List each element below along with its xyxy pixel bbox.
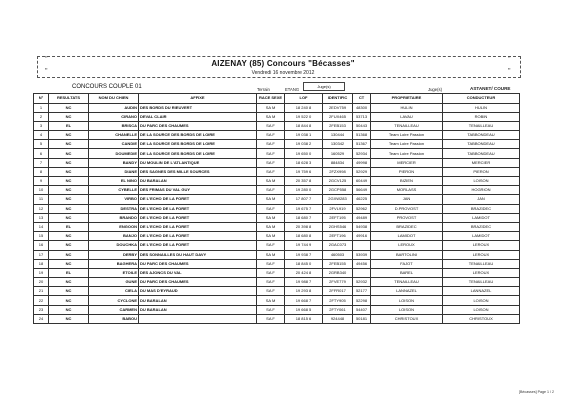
result-cell: NC [49,259,89,268]
ct-cell: 60449 [353,177,371,186]
lof-cell: 19 038 1 [285,131,323,140]
lof-cell: 18 240 8 [285,103,323,112]
owner-cell: BAREL [371,268,443,277]
lof-cell: 20 357 8 [285,177,323,186]
result-cell: EL [49,268,89,277]
result-cell: NC [49,278,89,287]
table-row [34,296,520,305]
handler-cell: TENAILLEAU [443,278,520,287]
ct-cell: 53713 [353,112,371,121]
owner-cell: D.PROVOST [371,204,443,213]
affixe-cell: DE LA SOURCE DES BORDS DE LOIRE [139,131,257,140]
column-header: RACE SEXE [257,94,285,104]
dog-name-cell: BANJO [89,232,139,241]
race-sex-cell: SA F [257,204,285,213]
dog-name-cell: CYBELLE [89,186,139,195]
dog-name-cell: DERBY [89,250,139,259]
dog-name-cell: BABOU [89,314,139,323]
identification-cell: 2EDV759 [323,103,353,112]
table-row [34,314,520,323]
owner-cell: MERCIER [371,158,443,167]
owner-cell: HULIN [371,103,443,112]
dog-name-cell: BAGHERA [89,259,139,268]
lof-cell: 19 744 9 [285,241,323,250]
table-row [34,131,520,140]
result-cell: NC [49,250,89,259]
identification-cell: 2FVE779 [323,278,353,287]
owner-cell: CHRISTOUX [371,314,443,323]
owner-cell: LOISON [371,305,443,314]
owner-cell: TENAILLEAU [371,121,443,130]
table-row [34,250,520,259]
identification-cell: 2GRB340 [323,268,353,277]
ct-cell: 52298 [353,296,371,305]
identification-cell: 130444 [323,131,353,140]
ct-cell [353,268,371,277]
affixe-cell: DE L'ECHO DE LA FORET [139,204,257,213]
row-number: 21 [34,287,49,296]
ct-cell: 49489 [353,213,371,222]
owner-cell: Team Loire Passion [371,140,443,149]
result-cell: NC [49,241,89,250]
race-sex-cell: SA F [257,158,285,167]
affixe-cell: DE L'ECHO DE LA FORET [139,222,257,231]
result-cell: NC [49,195,89,204]
ct-cell: 49998 [353,158,371,167]
row-number: 14 [34,222,49,231]
result-cell: NC [49,213,89,222]
race-sex-cell: SA F [257,186,285,195]
table-row [34,158,520,167]
affixe-cell: DES BORDS DU RIEUVERT [139,103,257,112]
table-row [34,195,520,204]
affixe-cell: DE L'ECHO DE LA FORET [139,241,257,250]
handler-cell: BRAZIDEC [443,204,520,213]
handler-cell: BRAZIDEC [443,222,520,231]
row-number: 23 [34,305,49,314]
ct-cell: 49456 [353,259,371,268]
ct-cell: 56649 [353,186,371,195]
handler-cell: LAMIDOT [443,213,520,222]
identification-cell: 2FEB155 [323,259,353,268]
corner-mark: " [508,68,511,75]
handler-cell: LEROUX [443,268,520,277]
column-header: CT [353,94,371,104]
handler-cell: LOISON [443,296,520,305]
owner-cell: Team Loire Passion [371,131,443,140]
result-cell: NC [49,314,89,323]
ct-cell: 54407 [353,305,371,314]
row-number: 5 [34,140,49,149]
row-number: 24 [34,314,49,323]
handler-cell: TENAILLEAU [443,259,520,268]
lof-cell: 18 680 7 [285,213,323,222]
table-row [34,140,520,149]
column-header: IDENTIFIC [323,94,353,104]
lof-cell: 18 815 6 [285,314,323,323]
table-row [34,232,520,241]
handler-cell: LOISON [443,177,520,186]
result-cell: NC [49,186,89,195]
owner-cell: Team Loire Passion [371,149,443,158]
ct-cell: 50443 [353,121,371,130]
owner-cell: PROVOST [371,213,443,222]
lof-cell: 19 668 7 [285,296,323,305]
row-number: 11 [34,195,49,204]
result-cell: NC [49,112,89,121]
race-sex-cell: SA M [257,232,285,241]
table-row [34,204,520,213]
row-number: 6 [34,149,49,158]
affixe-cell: DES FRIMAS DU VAL GUY [139,186,257,195]
affixe-cell: DE L'ECHO DE LA FORET [139,232,257,241]
affixe-cell: DE L'ECHO DE LA FORET [139,195,257,204]
lof-cell: 19 988 7 [285,278,323,287]
table-row [34,222,520,231]
lof-cell: 20 424 8 [285,268,323,277]
etang-label: ETANG [285,87,300,92]
identification-cell: 2FUX465 [323,112,353,121]
handler-cell: TENAILLEAU [443,121,520,130]
affixe-cell: DE LA SOURCE DES BORDS DE LOIRE [139,140,257,149]
row-number: 15 [34,232,49,241]
lof-cell: 18 680 8 [285,232,323,241]
affixe-cell: DE L'ECHO DE LA FORET [139,213,257,222]
affixe-cell: DU PARC DES CHAUMES [139,259,257,268]
dog-name-cell: EL NINO [89,177,139,186]
table-row [34,121,520,130]
result-cell: NC [49,287,89,296]
row-number: 2 [34,112,49,121]
ct-cell: 52929 [353,167,371,176]
lof-cell: 19 650 0 [285,149,323,158]
table-row [34,241,520,250]
ct-cell: 52932 [353,278,371,287]
race-sex-cell: SA F [257,287,285,296]
dog-name-cell: VIRBO [89,195,139,204]
section-title: CONCOURS COUPLE 01 [72,84,142,90]
row-number: 13 [34,213,49,222]
race-sex-cell: SA M [257,250,285,259]
corner-mark: " [45,56,48,63]
owner-cell: BARTOLINI [371,250,443,259]
ct-cell: 52177 [353,287,371,296]
identification-cell: 2GHS546 [323,222,353,231]
race-sex-cell: SA F [257,149,285,158]
dog-name-cell: CANDIE [89,140,139,149]
owner-cell: BRAZIDEC [371,222,443,231]
affixe-cell: DES SONNAILLES DU HAUT DAVY [139,250,257,259]
handler-cell: TABBONDEAU [443,131,520,140]
identification-cell: 2FTY905 [323,296,353,305]
ct-cell: 51368 [353,131,371,140]
identification-cell: 2EFT196 [323,232,353,241]
race-sex-cell: SA M [257,103,285,112]
column-header: N° [34,94,49,104]
result-cell: NC [49,204,89,213]
row-number: 20 [34,278,49,287]
table-body [34,103,520,324]
ct-cell [353,241,371,250]
ct-cell: 51367 [353,140,371,149]
handler-cell: ROBIN [443,112,520,121]
identification-cell: 460503 [323,250,353,259]
ct-cell: 49916 [353,232,371,241]
column-header: LOF [285,94,323,104]
row-number: 3 [34,121,49,130]
handler-cell: LEROUX [443,241,520,250]
owner-cell: LAMIDOT [371,232,443,241]
identification-cell: 2FFR017 [323,287,353,296]
race-sex-cell: SA F [257,268,285,277]
lof-cell: 18 845 0 [285,259,323,268]
identification-cell: 2GCP558 [323,186,353,195]
identification-cell: 2FZX998 [323,167,353,176]
handler-cell: HOGRION [443,186,520,195]
identification-cell: 2GAC073 [323,241,353,250]
race-sex-cell: SA M [257,177,285,186]
corner-mark: " [45,68,48,75]
dog-name-cell: CARMEN [89,305,139,314]
terrain-label: Terrain [257,87,270,92]
row-number: 9 [34,177,49,186]
result-cell: NC [49,167,89,176]
affixe-cell: DE LA SOURCE DES BORDS DE LOIRE [139,149,257,158]
identification-cell: 2EFT195 [323,213,353,222]
identification-cell: 884834 [323,158,353,167]
dog-name-cell: DOUCHKA [89,241,139,250]
dog-name-cell: ENGOON [89,222,139,231]
affixe-cell: DU BARALAN [139,296,257,305]
result-cell: NC [49,177,89,186]
result-cell: EL [49,121,89,130]
dog-name-cell: BRANDO [89,213,139,222]
owner-cell: JAN [371,195,443,204]
lof-cell: 19 293 8 [285,287,323,296]
dog-name-cell: DOUMEDIE [89,149,139,158]
handler-cell: CHRISTOUX [443,314,520,323]
handler-cell: LAMIDOT [443,232,520,241]
table-row [34,149,520,158]
dog-name-cell: CHANELLE [89,131,139,140]
affixe-cell: DU PARC DES CHAUMES [139,278,257,287]
dog-name-cell: CIRANO [89,112,139,121]
table-row [34,287,520,296]
row-number: 1 [34,103,49,112]
result-cell: NC [49,131,89,140]
row-number: 19 [34,268,49,277]
identification-cell: 2FTY061 [323,305,353,314]
row-number: 16 [34,241,49,250]
dog-name-cell: ETOILE [89,268,139,277]
row-number: 8 [34,167,49,176]
race-sex-cell: SA M [257,213,285,222]
affixe-cell: DEVAL CLAIR [139,112,257,121]
ct-cell: 54938 [353,222,371,231]
table-row [34,305,520,314]
lof-cell: 18 628 3 [285,158,323,167]
corner-mark: " [508,56,511,63]
result-cell: NC [49,103,89,112]
table-row [34,167,520,176]
dog-name-cell: DESTRA [89,204,139,213]
ct-cell: 52962 [353,204,371,213]
affixe-cell: DU MOULIN DE L'ATLANTIQUE [139,158,257,167]
identification-cell: 2FVL919 [323,204,353,213]
race-sex-cell: SA M [257,222,285,231]
identification-cell: 160529 [323,149,353,158]
lof-cell: 19 759 6 [285,167,323,176]
ct-cell: 52934 [353,149,371,158]
result-cell: NC [49,232,89,241]
lof-cell: 19 938 7 [285,250,323,259]
column-header: PROPRIETAIRE [371,94,443,104]
affixe-cell: DU MAS D'EYRAUD [139,287,257,296]
race-sex-cell: SA F [257,278,285,287]
lof-cell: 19 675 7 [285,204,323,213]
table-row [34,213,520,222]
result-cell: NC [49,305,89,314]
handler-cell: PIERON [443,167,520,176]
lof-cell: 19 522 0 [285,112,323,121]
row-number: 18 [34,259,49,268]
identification-cell: 130342 [323,140,353,149]
page-title: AIZENAY (85) Concours "Bécasses" [211,59,355,68]
table-row [34,259,520,268]
juge-s-label: Juge(s) [428,87,442,92]
owner-cell: TENAILLEAU [371,278,443,287]
identification-cell: 2FEB153 [323,121,353,130]
identification-cell: 2GCV125 [323,177,353,186]
owner-cell: LANNAZEL [371,287,443,296]
event-date: Vendredi 16 novembre 2012 [251,70,315,76]
results-table [33,93,520,324]
dog-name-cell: GUNE [89,278,139,287]
column-header: NOM DU CHIEN [89,94,139,104]
dog-name-cell: AUDIN [89,103,139,112]
race-sex-cell: SA F [257,131,285,140]
owner-cell: PIERON [371,167,443,176]
race-sex-cell: SA M [257,195,285,204]
dog-name-cell: BANDY [89,158,139,167]
lof-cell: 19 668 5 [285,305,323,314]
row-number: 12 [34,204,49,213]
handler-cell: LEROUX [443,250,520,259]
result-cell: NC [49,296,89,305]
handler-cell: TABBONDEAU [443,140,520,149]
table-header-row [34,94,520,104]
handler-cell: LOISON [443,305,520,314]
table-row [34,177,520,186]
owner-cell: FAJOT [371,259,443,268]
lof-cell: 19 038 2 [285,140,323,149]
affixe-cell: DU BARALAN [139,305,257,314]
table-row [34,103,520,112]
owner-cell: LEROUX [371,241,443,250]
column-header: CONDUCTEUR [443,94,520,104]
ct-cell: 53939 [353,250,371,259]
handler-cell: MERCIER [443,158,520,167]
owner-cell: LOISON [371,296,443,305]
lof-cell: 19 280 0 [285,186,323,195]
dog-name-cell: CYCLONE [89,296,139,305]
owner-cell: MORLASS [371,186,443,195]
column-header: RESULTATS [49,94,89,104]
affixe-cell [139,314,257,323]
page-footer: [Bécasses] Page 1 / 2 [519,390,554,394]
affixe-cell: DES SAGNES DES MILLE SOURCES [139,167,257,176]
dog-name-cell: CIELA [89,287,139,296]
race-sex-cell: SA F [257,241,285,250]
identification-cell: 2GXW283 [323,195,353,204]
race-sex-cell: SA F [257,305,285,314]
column-header: AFFIXE [139,94,257,104]
dog-name-cell: DIANE [89,167,139,176]
handler-cell: JAN [443,195,520,204]
table-row [34,112,520,121]
juges-box: Juge(s) [303,82,345,91]
owner-cell: LAVAU [371,112,443,121]
lof-cell: 20 398 8 [285,222,323,231]
result-cell: NC [49,140,89,149]
race-sex-cell: SA F [257,259,285,268]
race-sex-cell: SA F [257,314,285,323]
astanet-label: ASTANET/ COURE [470,86,511,91]
affixe-cell: DU BARALAN [139,177,257,186]
row-number: 4 [34,131,49,140]
result-cell: EL [49,222,89,231]
ct-cell: 46225 [353,195,371,204]
row-number: 7 [34,158,49,167]
ct-cell: 50181 [353,314,371,323]
lof-cell: 17 807 7 [285,195,323,204]
table-row [34,186,520,195]
race-sex-cell: SA F [257,167,285,176]
race-sex-cell: SA F [257,121,285,130]
handler-cell: TABBONDEAU [443,149,520,158]
table-row [34,268,520,277]
result-cell: NC [49,149,89,158]
affixe-cell: DES AJONCS DU VAL [139,268,257,277]
race-sex-cell: SA M [257,112,285,121]
handler-cell: LANNAZEL [443,287,520,296]
dog-name-cell: BRISCA [89,121,139,130]
owner-cell: BIZIEN [371,177,443,186]
row-number: 17 [34,250,49,259]
result-cell: NC [49,158,89,167]
identification-cell: 924448 [323,314,353,323]
handler-cell: HULIN [443,103,520,112]
row-number: 10 [34,186,49,195]
affixe-cell: DU PARC DES CHAUMES [139,121,257,130]
race-sex-cell: SA F [257,140,285,149]
race-sex-cell: SA M [257,296,285,305]
row-number: 22 [34,296,49,305]
lof-cell: 18 844 8 [285,121,323,130]
table-row [34,278,520,287]
ct-cell: 48300 [353,103,371,112]
